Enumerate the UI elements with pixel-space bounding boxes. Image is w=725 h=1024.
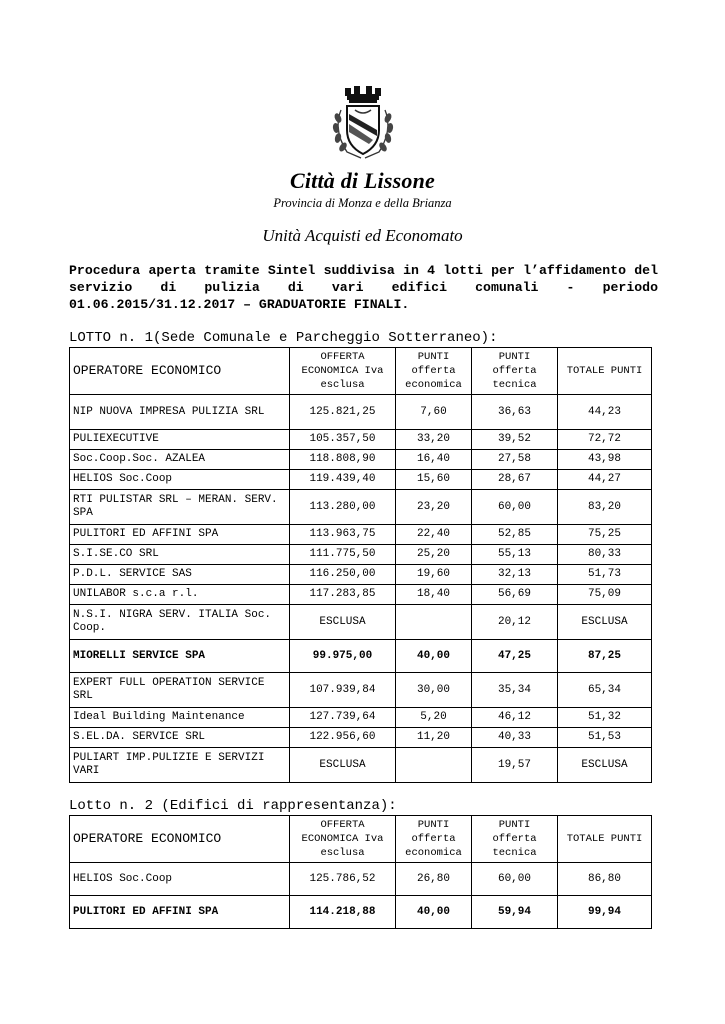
operator-cell: N.S.I. NIGRA SERV. ITALIA Soc. Coop.	[70, 605, 290, 640]
total-cell: 51,53	[558, 728, 652, 748]
econ-points-cell: 15,60	[396, 470, 472, 490]
tech-points-cell: 35,34	[472, 673, 558, 708]
econ-points-cell: 33,20	[396, 430, 472, 450]
operator-cell: EXPERT FULL OPERATION SERVICE SRL	[70, 673, 290, 708]
table-row	[70, 430, 652, 450]
total-cell: 87,25	[558, 640, 652, 673]
tech-points-cell: 28,67	[472, 470, 558, 490]
operator-cell: P.D.L. SERVICE SAS	[70, 565, 290, 585]
table-row	[70, 395, 652, 430]
offer-cell: 105.357,50	[290, 430, 396, 450]
operator-cell: PULIART IMP.PULIZIE E SERVIZI VARI	[70, 748, 290, 783]
table-row-winner	[70, 640, 652, 673]
operator-cell: RTI PULISTAR SRL – MERAN. SERV. SPA	[70, 490, 290, 525]
offer-cell: ESCLUSA	[290, 748, 396, 783]
econ-points-cell: 40,00	[396, 896, 472, 929]
total-cell: 51,73	[558, 565, 652, 585]
province-name: Provincia di Monza e della Brianza	[273, 196, 452, 210]
tech-points-cell: 56,69	[472, 585, 558, 605]
offer-cell: 113.280,00	[290, 490, 396, 525]
total-cell: 65,34	[558, 673, 652, 708]
table-row	[70, 673, 652, 708]
table-row-winner	[70, 896, 652, 929]
tech-points-cell: 47,25	[472, 640, 558, 673]
table-row	[70, 470, 652, 490]
header-offer: OFFERTA ECONOMICA Iva esclusa	[290, 348, 396, 395]
table-row	[70, 863, 652, 896]
lot-1-title: LOTTO n. 1(Sede Comunale e Parcheggio Sotterraneo):	[69, 330, 498, 346]
header-operator: OPERATORE ECONOMICO	[70, 816, 290, 863]
econ-points-cell: 7,60	[396, 395, 472, 430]
letterhead	[0, 80, 725, 211]
header-total: TOTALE PUNTI	[558, 816, 652, 863]
office-name: Unità Acquisti ed Economato	[262, 226, 463, 245]
total-cell: 44,27	[558, 470, 652, 490]
econ-points-cell: 23,20	[396, 490, 472, 525]
tech-points-cell: 20,12	[472, 605, 558, 640]
econ-points-cell: 18,40	[396, 585, 472, 605]
header-operator: OPERATORE ECONOMICO	[70, 348, 290, 395]
table-row	[70, 490, 652, 525]
table-row	[70, 708, 652, 728]
operator-cell: S.I.SE.CO SRL	[70, 545, 290, 565]
table-row	[70, 545, 652, 565]
total-cell: 80,33	[558, 545, 652, 565]
tech-points-cell: 32,13	[472, 565, 558, 585]
procedure-title: Procedura aperta tramite Sintel suddivisa in 4 lotti per l’affidamento del servizio di pulizia di vari edifici comunali - periodo 01.06.2015/31.12.2017 – GRADUATORIE FINALI.	[69, 263, 658, 312]
operator-cell: HELIOS Soc.Coop	[70, 470, 290, 490]
total-cell: 99,94	[558, 896, 652, 929]
offer-cell: 116.250,00	[290, 565, 396, 585]
header-econ-points: PUNTI offerta economica	[396, 816, 472, 863]
operator-cell: S.EL.DA. SERVICE SRL	[70, 728, 290, 748]
offer-cell: 111.775,50	[290, 545, 396, 565]
total-cell: 43,98	[558, 450, 652, 470]
econ-points-cell	[396, 748, 472, 783]
econ-points-cell: 11,20	[396, 728, 472, 748]
table-row	[70, 565, 652, 585]
tech-points-cell: 46,12	[472, 708, 558, 728]
tech-points-cell: 55,13	[472, 545, 558, 565]
offer-cell: 107.939,84	[290, 673, 396, 708]
offer-cell: 119.439,40	[290, 470, 396, 490]
offer-cell: ESCLUSA	[290, 605, 396, 640]
tech-points-cell: 52,85	[472, 525, 558, 545]
econ-points-cell: 16,40	[396, 450, 472, 470]
table-row	[70, 748, 652, 783]
offer-cell: 117.283,85	[290, 585, 396, 605]
lot-2-title: Lotto n. 2 (Edifici di rappresentanza):	[69, 798, 397, 814]
total-cell: 83,20	[558, 490, 652, 525]
total-cell: ESCLUSA	[558, 748, 652, 783]
total-cell: 86,80	[558, 863, 652, 896]
tech-points-cell: 59,94	[472, 896, 558, 929]
operator-cell: HELIOS Soc.Coop	[70, 863, 290, 896]
tech-points-cell: 60,00	[472, 863, 558, 896]
total-cell: 51,32	[558, 708, 652, 728]
econ-points-cell: 22,40	[396, 525, 472, 545]
total-cell: 72,72	[558, 430, 652, 450]
tech-points-cell: 39,52	[472, 430, 558, 450]
offer-cell: 127.739,64	[290, 708, 396, 728]
header-tech-points: PUNTI offerta tecnica	[472, 816, 558, 863]
city-name: Città di Lissone	[290, 168, 435, 193]
operator-cell: UNILABOR s.c.a r.l.	[70, 585, 290, 605]
city-crest-icon	[325, 80, 401, 164]
total-cell: 44,23	[558, 395, 652, 430]
econ-points-cell: 19,60	[396, 565, 472, 585]
econ-points-cell: 25,20	[396, 545, 472, 565]
header-offer: OFFERTA ECONOMICA Iva esclusa	[290, 816, 396, 863]
operator-cell: Soc.Coop.Soc. AZALEA	[70, 450, 290, 470]
offer-cell: 122.956,60	[290, 728, 396, 748]
offer-cell: 99.975,00	[290, 640, 396, 673]
offer-cell: 118.808,90	[290, 450, 396, 470]
lot-1-table	[69, 347, 652, 783]
offer-cell: 125.786,52	[290, 863, 396, 896]
operator-cell: PULITORI ED AFFINI SPA	[70, 896, 290, 929]
table-row	[70, 525, 652, 545]
header-total: TOTALE PUNTI	[558, 348, 652, 395]
tech-points-cell: 60,00	[472, 490, 558, 525]
total-cell: 75,25	[558, 525, 652, 545]
table-row	[70, 585, 652, 605]
econ-points-cell: 30,00	[396, 673, 472, 708]
offer-cell: 125.821,25	[290, 395, 396, 430]
tech-points-cell: 36,63	[472, 395, 558, 430]
operator-cell: Ideal Building Maintenance	[70, 708, 290, 728]
table-header-row	[70, 348, 652, 395]
header-econ-points: PUNTI offerta economica	[396, 348, 472, 395]
operator-cell: PULITORI ED AFFINI SPA	[70, 525, 290, 545]
lot-2-table	[69, 815, 652, 929]
tech-points-cell: 19,57	[472, 748, 558, 783]
tech-points-cell: 40,33	[472, 728, 558, 748]
total-cell: ESCLUSA	[558, 605, 652, 640]
operator-cell: NIP NUOVA IMPRESA PULIZIA SRL	[70, 395, 290, 430]
total-cell: 75,09	[558, 585, 652, 605]
econ-points-cell: 5,20	[396, 708, 472, 728]
table-header-row	[70, 816, 652, 863]
econ-points-cell: 40,00	[396, 640, 472, 673]
header-tech-points: PUNTI offerta tecnica	[472, 348, 558, 395]
operator-cell: MIORELLI SERVICE SPA	[70, 640, 290, 673]
tech-points-cell: 27,58	[472, 450, 558, 470]
econ-points-cell	[396, 605, 472, 640]
table-row	[70, 728, 652, 748]
offer-cell: 113.963,75	[290, 525, 396, 545]
table-row	[70, 450, 652, 470]
offer-cell: 114.218,88	[290, 896, 396, 929]
econ-points-cell: 26,80	[396, 863, 472, 896]
table-row	[70, 605, 652, 640]
operator-cell: PULIEXECUTIVE	[70, 430, 290, 450]
